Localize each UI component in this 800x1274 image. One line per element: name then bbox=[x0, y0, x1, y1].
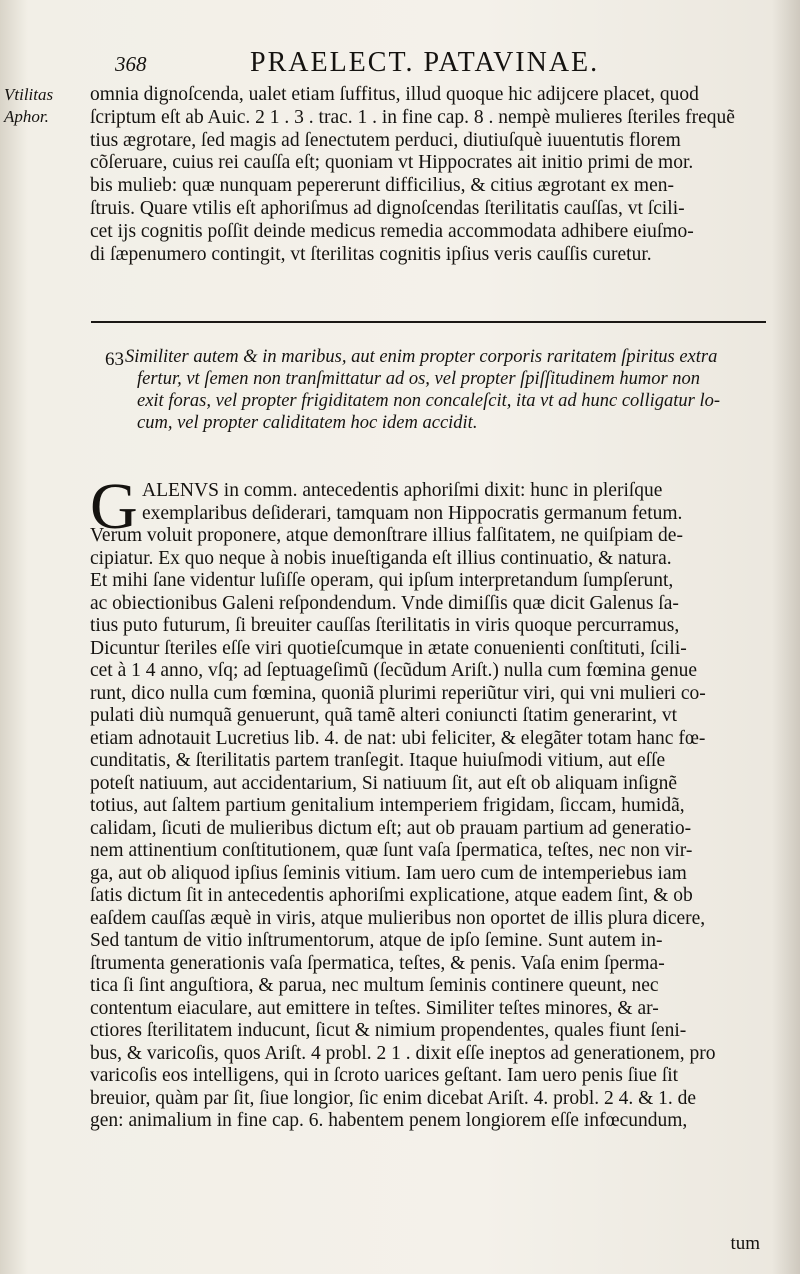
text-line: gen: animalium in fine cap. 6. habentem penem longiorem eſſe infœcundum, bbox=[90, 1110, 688, 1131]
text-line: nem attinentium conſtitutionem, quæ ſunt vaſa ſpermatica, teſtes, nec non vir- bbox=[90, 840, 693, 861]
text-line: di ſæpenumero contingit, vt ſterilitas cognitis ipſius veris cauſſis curetur. bbox=[90, 243, 652, 265]
text-line: pulati diù numquã genuerunt, quã tamẽ alteri coniuncti ſtatim generarint, vt bbox=[90, 705, 677, 726]
text-line: runt, dico nulla cum fœmina, quoniã plurimi reperiũtur viri, qui vni mulieri co- bbox=[90, 682, 706, 704]
commentary-paragraph bbox=[90, 480, 770, 1133]
text-line: ga, aut ob aliquod ipſius ſeminis vitium. Iam uero cum de intemperiebus iam bbox=[90, 862, 687, 884]
page-header bbox=[115, 44, 755, 84]
text-line: ſatis dictum ſit in antecedentis aphoriſmi explicatione, atque eadem ſint, & ob bbox=[90, 885, 693, 906]
running-head: PRAELECT. PATAVINAE. bbox=[250, 47, 600, 78]
margin-notes bbox=[4, 84, 88, 128]
aphorism-line: Similiter autem & in maribus, aut enim propter corporis raritatem ſpiritus extra bbox=[125, 347, 718, 367]
text-line: ſtrumenta generationis vaſa ſpermatica, teſtes, & penis. Vaſa enim ſperma- bbox=[90, 952, 665, 974]
text-line: ctiores ſterilitatem inducunt, ſicut & nimium propendentes, quales fiunt ſeni- bbox=[90, 1020, 687, 1041]
text-line: ſtruis. Quare vtilis eſt aphoriſmus ad dignoſcendas ſterilitatis cauſſas, vt ſcili- bbox=[90, 197, 685, 219]
page-edge-shadow bbox=[772, 0, 800, 1274]
text-line: tius puto futurum, ſi breuiter cauſſas ſterilitatis in viris quoque percurramus, bbox=[90, 615, 680, 636]
text-line: etiam adnotauit Lucretius lib. 4. de nat: ubi feliciter, & elegãter totam hanc fœ- bbox=[90, 727, 706, 749]
page-number: 368 bbox=[115, 52, 147, 76]
catchword: tum bbox=[730, 1233, 760, 1254]
text-line: breuior, quàm par ſit, ſiue longior, ſic enim dicebat Ariſt. 4. probl. 2 4. & 1. de bbox=[90, 1087, 697, 1109]
text-line: ALENVS in comm. antecedentis aphoriſmi dixit: hunc in pleriſque bbox=[142, 480, 663, 501]
text-line: tius ægrotare, ſed magis ad ſenectutem perduci, diutiuſquè iuuentutis florem bbox=[90, 129, 681, 151]
text-line: poteſt natiuum, aut accidentarium, Si natiuum ſit, aut eſt ob aliquam inſignẽ bbox=[90, 772, 678, 794]
text-line: contentum eiaculare, aut emittere in teſtes. Similiter teſtes minores, & ar- bbox=[90, 997, 659, 1019]
text-line: cunditatis, & ſterilitatis partem tranſegit. Itaque huiuſmodi vitium, aut eſſe bbox=[90, 750, 666, 771]
text-line: totius, aut ſaltem partium genitalium intemperiem frigidam, ſiccam, humidã, bbox=[90, 795, 685, 816]
text-line: calidam, ſicuti de mulieribus dictum eſt; aut ob prauam partium ad generatio- bbox=[90, 817, 692, 839]
section-divider bbox=[91, 321, 766, 323]
text-line: ſcriptum eſt ab Auic. 2 1 . 3 . trac. 1 . in fine cap. 8 . nempè mulieres ſteriles frequẽ bbox=[90, 106, 735, 128]
text-line: bis mulieb: quæ nunquam pepererunt difficilius, & citius ægrotant ex men- bbox=[90, 175, 675, 197]
text-line: Sed tantum de vitio inſtrumentorum, atque de ipſo ſemine. Sunt autem in- bbox=[90, 930, 663, 951]
aphorism-text bbox=[125, 346, 775, 434]
text-line: cet ijs cognitis poſſit deinde medicus remedia accommodata adhibere eiuſmo- bbox=[90, 220, 694, 242]
aphorism-number: 63 bbox=[105, 349, 124, 370]
aphorism-line: exit foras, vel propter frigiditatem non concaleſcit, ita vt ad hunc colligatur lo- bbox=[137, 391, 720, 411]
text-line: Et mihi ſane videntur luſiſſe operam, qui ipſum interpretandum ſumpſerunt, bbox=[90, 570, 674, 591]
margin-note-utilitas: Vtilitas bbox=[4, 85, 54, 104]
text-line: cipiatur. Ex quo neque à nobis inueſtiganda eſt illius continuatio, & natura. bbox=[90, 547, 672, 569]
text-line: varicoſis eos intelligens, qui in ſcroto uarices geſtant. Iam uero penis ſiue ſit bbox=[90, 1065, 679, 1086]
text-line: cet à 1 4 anno, vſq; ad ſeptuageſimũ (ſecũdum Ariſt.) nulla cum fœmina genue bbox=[90, 660, 698, 681]
drop-cap: G bbox=[90, 470, 138, 543]
text-line: tica ſi ſint anguſtiora, & parua, nec multum ſeminis continere queunt, nec bbox=[90, 975, 659, 996]
margin-note-aphor: Aphor. bbox=[4, 107, 49, 126]
text-line: ac obiectionibus Galeni reſpondendum. Vnde dimiſſis quæ dicit Galenus ſa- bbox=[90, 592, 679, 614]
text-line: Verum voluit proponere, atque demonſtrare illius falſitatem, ne quiſpiam de- bbox=[90, 525, 683, 546]
text-line: eaſdem cauſſas æquè in viris, atque mulieribus non oportet de illis plura dicere, bbox=[90, 907, 706, 929]
text-line: omnia dignoſcenda, ualet etiam ſuffitus, illud quoque hic adijcere placet, quod bbox=[90, 84, 699, 105]
intro-paragraph bbox=[90, 84, 770, 266]
text-line: exemplaribus deſiderari, tamquam non Hippocratis germanum fetum. bbox=[142, 502, 683, 524]
text-line: bus, & varicoſis, quos Ariſt. 4 probl. 2 1 . dixit eſſe ineptos ad generationem, pro bbox=[90, 1042, 716, 1064]
text-line: Dicuntur ſteriles eſſe viri quotieſcumque in ætate conuenienti conſtituti, ſcili- bbox=[90, 637, 687, 659]
text-line: cõſeruare, cuius rei cauſſa eſt; quoniam vt Hippocrates ait initio primi de mor. bbox=[90, 152, 694, 174]
aphorism-line: fertur, vt ſemen non tranſmittatur ad os, vel propter ſpiſſitudinem humor non bbox=[137, 369, 701, 389]
aphorism-line: cum, vel propter caliditatem hoc idem accidit. bbox=[137, 413, 478, 433]
